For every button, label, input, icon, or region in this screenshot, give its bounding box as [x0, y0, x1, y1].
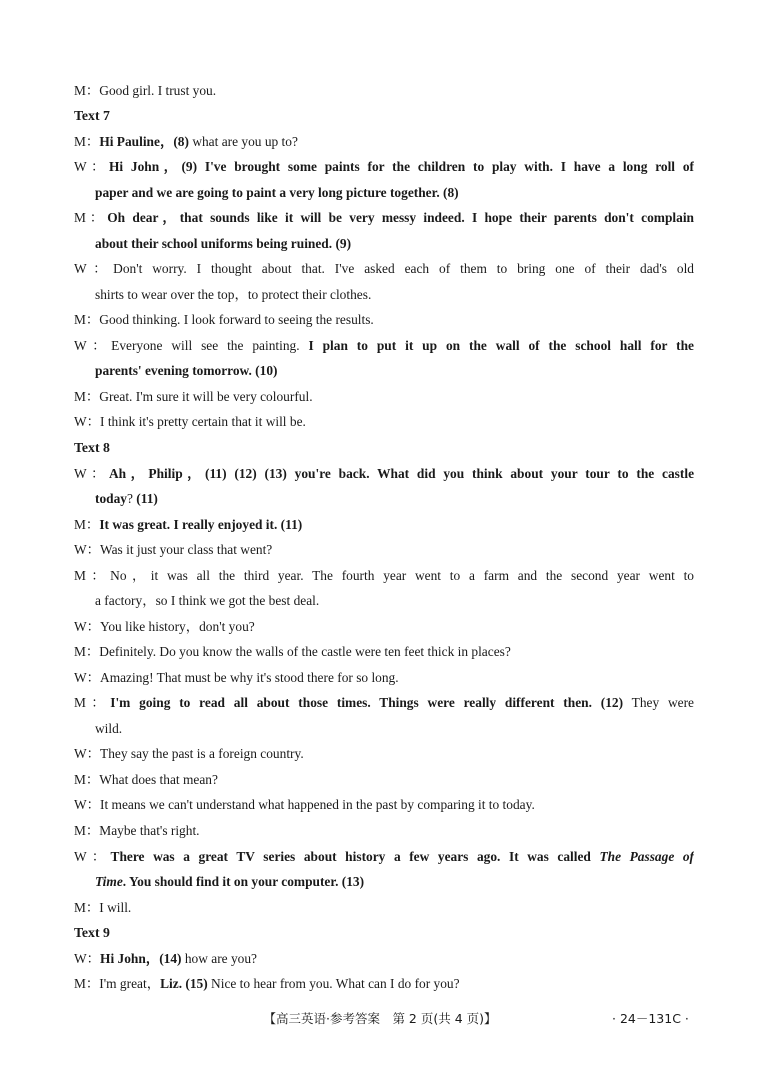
bold-text-segment: today [95, 491, 127, 506]
transcript-line [74, 567, 694, 585]
bold-text-segment: . You should find it on your computer. (13) [122, 874, 365, 889]
transcript-line [74, 796, 694, 814]
text-segment: M：I will. [74, 900, 132, 915]
transcript-line [74, 209, 694, 227]
bold-text-segment: I'm going to read all about those times. Things were really different then. (12) [110, 695, 624, 710]
text-segment: M：I'm great， [74, 976, 161, 991]
bold-text-segment [599, 849, 694, 864]
section-heading [74, 107, 694, 125]
bold-text-segment: There was a great TV series about history a few years ago. It was called [110, 849, 600, 864]
transcript-line [74, 337, 694, 355]
text-segment: W：Don't worry. I thought about that. I've asked each of them to bring one of their dad's old [74, 261, 694, 276]
text-segment: M：Good thinking. I look forward to seeing the results. [74, 312, 374, 327]
transcript-line [74, 848, 694, 866]
bold-text-segment: about their school uniforms being ruined. (9) [95, 236, 352, 251]
bold-text-segment: Liz. (15) [160, 976, 208, 991]
transcript-line [74, 413, 694, 431]
transcript-line [74, 899, 694, 917]
bold-text-segment: Oh dear，that sounds like it will be very messy indeed. I hope their parents don't complain [107, 210, 694, 225]
bold-text-segment: (11) [136, 491, 158, 506]
section-heading [74, 439, 694, 457]
transcript-line [74, 82, 694, 100]
transcript-line [95, 235, 694, 253]
text-segment: W：Was it just your class that went? [74, 542, 273, 557]
text-segment: They were [623, 695, 694, 710]
text-segment: how are you? [181, 951, 257, 966]
bold-text-segment [95, 874, 123, 889]
bold-text-segment: Hi John，(14) [100, 951, 182, 966]
text-segment: Nice to hear from you. What can I do for you? [207, 976, 460, 991]
text-segment: M：Maybe that's right. [74, 823, 200, 838]
text-segment: shirts to wear over the top，to protect their clothes. [95, 287, 372, 302]
transcript-line [74, 516, 694, 534]
transcript-line [74, 465, 694, 483]
text-segment: W：Amazing! That must be why it's stood there for so long. [74, 670, 399, 685]
text-segment: W： [74, 951, 101, 966]
transcript-line [74, 541, 694, 559]
page-footer-title: 【高三英语·参考答案 第 2 页(共 4 页)】 [263, 1011, 497, 1026]
transcript-line [74, 618, 694, 636]
bold-text-segment: Hi John，(9) I've brought some paints for the children to play with. I have a long roll of [108, 159, 694, 174]
text-segment: a factory，so I think we got the best deal. [95, 593, 320, 608]
bold-text-segment: Text 7 [74, 108, 110, 123]
transcript-line [74, 745, 694, 763]
bold-text-segment: Ah，Philip，(11) (12) (13) you're back. What did you think about your tour to the castle [108, 466, 694, 481]
text-segment: M： [74, 695, 111, 710]
text-segment: W：I think it's pretty certain that it will be. [74, 414, 306, 429]
transcript-line [95, 720, 694, 738]
transcript-line [74, 311, 694, 329]
bold-text-segment: parents' evening tomorrow. (10) [95, 363, 278, 378]
transcript-line [74, 822, 694, 840]
text-segment: M：Good girl. I trust you. [74, 83, 217, 98]
transcript-line [74, 771, 694, 789]
transcript-line [74, 643, 694, 661]
bold-text-segment: paper and we are going to paint a very long picture together. (8) [95, 185, 459, 200]
text-segment: M： [74, 517, 100, 532]
italic-title: The Passage of [599, 849, 694, 864]
text-segment: M：Great. I'm sure it will be very colourful. [74, 389, 313, 404]
transcript-line [74, 950, 694, 968]
transcript-line [74, 669, 694, 687]
text-segment: W：They say the past is a foreign country. [74, 746, 304, 761]
transcript-line [74, 694, 694, 712]
transcript-line [95, 592, 694, 610]
text-segment: M：What does that mean? [74, 772, 218, 787]
text-segment: M：No，it was all the third year. The fourth year went to a farm and the second year went to [74, 568, 694, 583]
transcript-line [95, 873, 694, 891]
text-segment: W：You like history，don't you? [74, 619, 255, 634]
text-segment: what are you up to? [188, 134, 298, 149]
bold-text-segment: I plan to put it up on the wall of the school hall for the [308, 338, 694, 353]
text-segment: W：It means we can't understand what happened in the past by comparing it to today. [74, 797, 535, 812]
page-footer-code: · 24－131C · [612, 1011, 689, 1026]
text-segment: M： [74, 134, 100, 149]
italic-title: Time [95, 874, 123, 889]
text-segment: M： [74, 210, 108, 225]
transcript-line [74, 158, 694, 176]
transcript-line [74, 975, 694, 993]
section-heading [74, 924, 694, 942]
transcript-line [95, 286, 694, 304]
text-segment: wild. [95, 721, 123, 736]
transcript-line [74, 388, 694, 406]
text-segment: W： [74, 159, 109, 174]
transcript-line [95, 184, 694, 202]
bold-text-segment: Text 9 [74, 925, 110, 940]
text-segment: ? [127, 491, 137, 506]
transcript-line [74, 133, 694, 151]
text-segment: W： [74, 849, 111, 864]
bold-text-segment: Hi Pauline，(8) [99, 134, 189, 149]
transcript-line [74, 260, 694, 278]
text-segment: M：Definitely. Do you know the walls of the castle were ten feet thick in places? [74, 644, 511, 659]
transcript-line [95, 362, 694, 380]
bold-text-segment: Text 8 [74, 440, 110, 455]
text-segment: W： [74, 466, 109, 481]
transcript-line [95, 490, 694, 508]
text-segment: W：Everyone will see the painting. [74, 338, 309, 353]
bold-text-segment: It was great. I really enjoyed it. (11) [99, 517, 303, 532]
